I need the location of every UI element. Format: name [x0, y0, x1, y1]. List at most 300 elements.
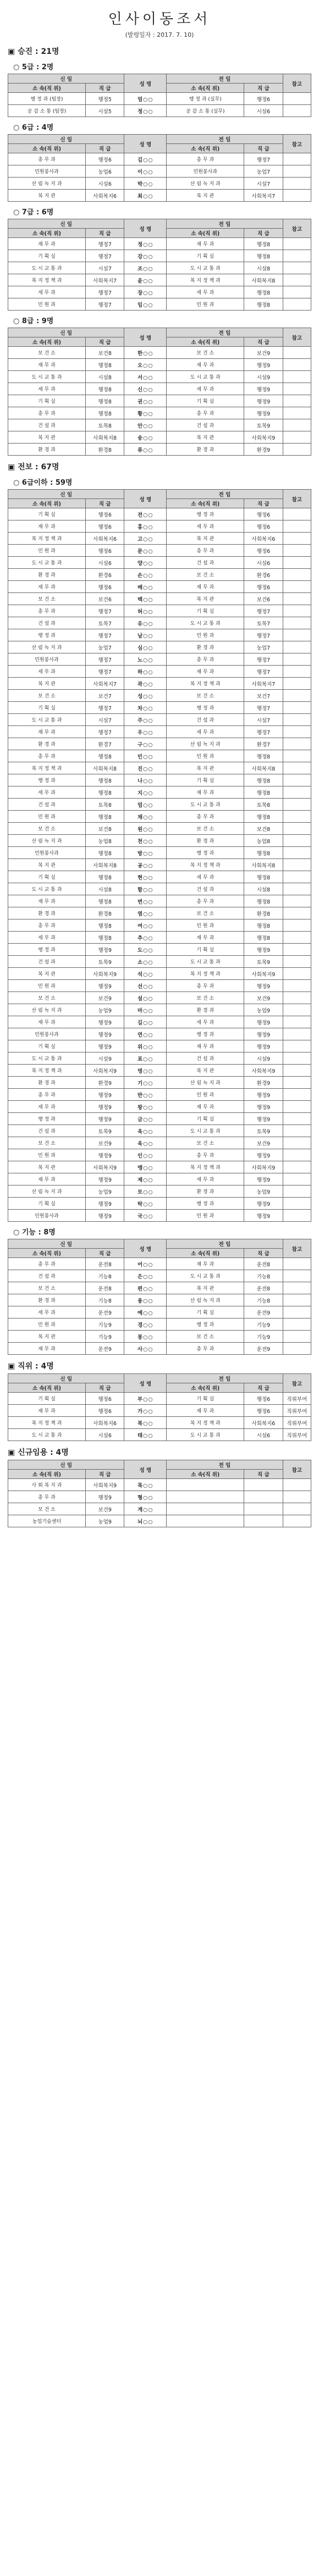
new-org-cell: 보 건 소 [8, 992, 86, 1004]
header-new-group: 신 임 [8, 135, 124, 144]
person-name-cell: 나○○ [124, 774, 167, 786]
header-org: 소 속(직 위) [8, 84, 86, 93]
person-name-cell: 심○○ [124, 641, 167, 653]
new-org-cell: 환 경 과 [8, 444, 86, 456]
person-name-cell: 계○○ [124, 1503, 167, 1515]
person-name-cell: 진○○ [124, 762, 167, 774]
new-grade-cell: 보건9 [85, 1137, 124, 1149]
new-org-cell: 세 무 과 [8, 383, 86, 395]
new-grade-cell: 행정9 [85, 980, 124, 992]
note-cell [283, 811, 311, 823]
table-row [8, 153, 311, 165]
old-org-cell: 민 원 과 [167, 919, 244, 932]
old-org-cell: 복 지 관 [167, 1065, 244, 1077]
roster-table [8, 328, 311, 456]
new-grade-cell: 행정9 [85, 1491, 124, 1503]
new-org-cell: 총 무 과 [8, 1258, 86, 1270]
table-row [8, 105, 311, 117]
note-cell [283, 956, 311, 968]
person-name-cell: 엄○○ [124, 93, 167, 105]
header-grade: 직 급 [85, 229, 124, 238]
old-org-cell: 행 정 과 [167, 1198, 244, 1210]
table-row [8, 968, 311, 980]
table-row [8, 383, 311, 395]
old-grade-cell: 시설7 [244, 178, 283, 190]
table-row [8, 407, 311, 419]
old-grade-cell: 행정9 [244, 1198, 283, 1210]
person-name-cell: 공○○ [124, 859, 167, 871]
new-grade-cell: 행정5 [85, 93, 124, 105]
old-org-cell: 보 건 소 [167, 1137, 244, 1149]
header-old-group: 전 임 [167, 74, 283, 84]
note-cell [283, 569, 311, 581]
new-org-cell: 산 림 녹 지 과 [8, 641, 86, 653]
old-org-cell: 보 건 소 [167, 907, 244, 919]
note-cell [283, 262, 311, 274]
new-org-cell: 재 무 과 [8, 520, 86, 533]
new-org-cell: 민 원 과 [8, 298, 86, 311]
header-grade: 직 급 [85, 337, 124, 347]
old-grade-cell: 운전9 [244, 1343, 283, 1355]
note-cell [283, 992, 311, 1004]
header-grade: 직 급 [244, 1470, 283, 1479]
person-name-cell: 염○○ [124, 907, 167, 919]
old-grade-cell: 농업8 [244, 835, 283, 847]
note-cell [283, 508, 311, 520]
new-org-cell: 재 무 과 [8, 1405, 86, 1417]
old-grade-cell: 행정6 [244, 1405, 283, 1417]
old-org-cell: 환 경 과 [167, 641, 244, 653]
old-grade-cell: 행정9 [244, 359, 283, 371]
note-cell [283, 105, 311, 117]
note-cell [283, 250, 311, 262]
new-grade-cell: 행정9 [85, 1028, 124, 1040]
new-grade-cell: 보건8 [85, 823, 124, 835]
note-cell [283, 629, 311, 641]
old-grade-cell: 사회복지8 [244, 859, 283, 871]
old-grade-cell: 운전9 [244, 1306, 283, 1319]
person-name-cell: 추○○ [124, 932, 167, 944]
old-org-cell: 행 정 과 [167, 1319, 244, 1331]
old-grade-cell: 사회복지6 [244, 533, 283, 545]
header-grade: 직 급 [85, 1249, 124, 1258]
note-cell [283, 1503, 311, 1515]
old-grade-cell: 행정9 [244, 383, 283, 395]
old-org-cell: 보 건 소 [167, 569, 244, 581]
old-org-cell: 기 획 실 [167, 605, 244, 617]
header-org: 소 속(직 위) [167, 144, 244, 153]
old-org-cell: 재 무 과 [167, 1258, 244, 1270]
old-grade-cell: 시설8 [244, 262, 283, 274]
header-name: 성 명 [124, 135, 167, 153]
table-row [8, 653, 311, 666]
table-row [8, 1016, 311, 1028]
new-grade-cell: 시설9 [85, 1052, 124, 1065]
new-org-cell: 농업기술센터 [8, 1515, 86, 1527]
old-org-cell: 민 원 과 [167, 750, 244, 762]
old-grade-cell: 시설6 [244, 1429, 283, 1441]
note-cell [283, 750, 311, 762]
new-org-cell: 세 무 과 [8, 1101, 86, 1113]
old-grade-cell: 행정6 [244, 520, 283, 533]
new-grade-cell: 보건7 [85, 690, 124, 702]
new-org-cell: 산 림 녹 지 과 [8, 178, 86, 190]
new-grade-cell: 행정7 [85, 666, 124, 678]
old-grade-cell: 농업9 [244, 1185, 283, 1198]
group-heading: ○ 5급 : 2명 [13, 63, 54, 71]
new-grade-cell: 사회복지8 [85, 859, 124, 871]
header-org: 소 속(직 위) [167, 337, 244, 347]
note-cell [283, 419, 311, 431]
header-org: 소 속(직 위) [8, 337, 86, 347]
new-grade-cell: 사회복지7 [85, 274, 124, 286]
note-cell [283, 1479, 311, 1491]
new-grade-cell: 보건6 [85, 593, 124, 605]
roster-table [8, 1460, 311, 1527]
section-heading: ▣ 승진 : 21명 [8, 47, 59, 56]
new-org-cell: 보 건 소 [8, 1503, 86, 1515]
note-cell [283, 944, 311, 956]
old-grade-cell: 행정7 [244, 702, 283, 714]
new-grade-cell: 행정6 [85, 520, 124, 533]
old-org-cell: 복 지 정 책 과 [167, 968, 244, 980]
new-org-cell: 세 무 과 [8, 666, 86, 678]
old-org-cell: 기 획 실 [167, 1393, 244, 1405]
person-name-cell: 김○○ [124, 153, 167, 165]
group-heading: ○ 6급 : 4명 [13, 124, 54, 132]
note-cell [283, 883, 311, 895]
new-org-cell: 민원봉사과 [8, 1028, 86, 1040]
note-cell [283, 274, 311, 286]
person-name-cell: 반○○ [124, 1089, 167, 1101]
header-grade: 직 급 [85, 499, 124, 508]
header-new-group: 신 임 [8, 1374, 124, 1383]
header-grade: 직 급 [244, 229, 283, 238]
person-name-cell: 정○○ [124, 105, 167, 117]
header-org: 소 속(직 위) [8, 1383, 86, 1393]
new-grade-cell: 행정6 [85, 1393, 124, 1405]
new-org-cell: 환 경 과 [8, 738, 86, 750]
table-row [8, 1113, 311, 1125]
new-org-cell: 기 획 실 [8, 1040, 86, 1052]
table-row [8, 847, 311, 859]
roster-table [8, 134, 311, 202]
old-org-cell: 재 무 과 [167, 786, 244, 799]
old-org-cell: 환 경 과 [167, 835, 244, 847]
roster-table [8, 1239, 311, 1355]
note-cell [283, 919, 311, 932]
new-grade-cell: 행정8 [85, 750, 124, 762]
header-grade: 직 급 [85, 84, 124, 93]
note-cell [283, 1028, 311, 1040]
new-grade-cell: 농업7 [85, 641, 124, 653]
old-grade-cell: 행정8 [244, 895, 283, 907]
header-org: 소 속(직 위) [8, 1470, 86, 1479]
header-old-group: 전 임 [167, 328, 283, 337]
note-cell [283, 1198, 311, 1210]
new-grade-cell: 토목9 [85, 956, 124, 968]
new-org-cell: 기 획 실 [8, 871, 86, 883]
new-grade-cell: 사회복지6 [85, 533, 124, 545]
note-cell [283, 93, 311, 105]
new-org-cell: 민 원 과 [8, 1149, 86, 1161]
new-grade-cell: 행정8 [85, 895, 124, 907]
old-grade-cell: 농업7 [244, 165, 283, 178]
table-row [8, 1077, 311, 1089]
new-org-cell: 세 무 과 [8, 286, 86, 298]
header-old-group: 전 임 [167, 1239, 283, 1249]
new-grade-cell: 농업6 [85, 165, 124, 178]
new-org-cell: 재 무 과 [8, 1016, 86, 1028]
old-grade-cell: 행정7 [244, 605, 283, 617]
person-name-cell: 연○○ [124, 1028, 167, 1040]
person-name-cell: 위○○ [124, 1040, 167, 1052]
table-row [8, 835, 311, 847]
new-grade-cell: 기능9 [85, 1319, 124, 1331]
table-row [8, 883, 311, 895]
group-heading: ○ 8급 : 9명 [13, 317, 54, 325]
note-cell [283, 359, 311, 371]
table-row [8, 1040, 311, 1052]
table-row [8, 359, 311, 371]
header-grade: 직 급 [244, 144, 283, 153]
note-cell [283, 153, 311, 165]
note-cell [283, 774, 311, 786]
section-heading: ▣ 전보 : 67명 [8, 463, 59, 472]
person-name-cell: 민○○ [124, 750, 167, 762]
person-name-cell: 조○○ [124, 262, 167, 274]
old-grade-cell: 사회복지8 [244, 762, 283, 774]
old-grade-cell: 행정8 [244, 932, 283, 944]
new-org-cell: 복 지 정 책 과 [8, 274, 86, 286]
new-grade-cell: 사회복지8 [85, 431, 124, 444]
new-grade-cell: 행정7 [85, 726, 124, 738]
note-cell [283, 907, 311, 919]
new-grade-cell: 환경6 [85, 569, 124, 581]
new-org-cell: 건 설 과 [8, 419, 86, 431]
new-org-cell: 도 시 교 통 과 [8, 557, 86, 569]
new-org-cell: 총 무 과 [8, 605, 86, 617]
person-name-cell: 양○○ [124, 557, 167, 569]
person-name-cell: 뇌○○ [124, 1515, 167, 1527]
old-grade-cell: 행정8 [244, 871, 283, 883]
person-name-cell: 천○○ [124, 835, 167, 847]
new-grade-cell: 행정9 [85, 1101, 124, 1113]
new-grade-cell: 행정6 [85, 581, 124, 593]
old-org-cell: 복 지 정 책 과 [167, 1161, 244, 1173]
new-grade-cell: 보건9 [85, 992, 124, 1004]
new-org-cell: 도 시 교 통 과 [8, 883, 86, 895]
new-org-cell: 행 정 과 [8, 629, 86, 641]
new-grade-cell: 행정9 [85, 1113, 124, 1125]
person-name-cell: 윤○○ [124, 274, 167, 286]
person-name-cell: 원○○ [124, 823, 167, 835]
table-row [8, 992, 311, 1004]
person-name-cell: 방○○ [124, 847, 167, 859]
new-org-cell: 기 획 실 [8, 1393, 86, 1405]
new-grade-cell: 사회복지9 [85, 1161, 124, 1173]
person-name-cell: 차○○ [124, 702, 167, 714]
person-name-cell: 오○○ [124, 359, 167, 371]
old-org-cell [167, 1503, 244, 1515]
old-grade-cell [244, 1479, 283, 1491]
table-row [8, 419, 311, 431]
old-org-cell: 행 정 과 [167, 702, 244, 714]
old-org-cell [167, 1491, 244, 1503]
person-name-cell: 서○○ [124, 371, 167, 383]
new-org-cell: 복 지 관 [8, 190, 86, 202]
new-grade-cell: 행정8 [85, 919, 124, 932]
table-row [8, 238, 311, 250]
person-name-cell: 한○○ [124, 347, 167, 359]
new-org-cell: 민원봉사과 [8, 165, 86, 178]
new-grade-cell: 행정6 [85, 508, 124, 520]
table-row [8, 371, 311, 383]
note-cell [283, 1077, 311, 1089]
table-row [8, 298, 311, 311]
old-grade-cell: 행정9 [244, 1040, 283, 1052]
old-grade-cell: 시설7 [244, 714, 283, 726]
document-title: 인사이동조서 [108, 11, 211, 27]
new-grade-cell: 환경8 [85, 444, 124, 456]
new-org-cell: 재 무 과 [8, 238, 86, 250]
person-name-cell: 박○○ [124, 178, 167, 190]
old-grade-cell: 운전8 [244, 1282, 283, 1294]
new-org-cell: 총 무 과 [8, 1089, 86, 1101]
old-org-cell: 환 경 과 [167, 444, 244, 456]
person-name-cell: 육○○ [124, 1137, 167, 1149]
new-grade-cell: 행정8 [85, 383, 124, 395]
old-grade-cell: 행정7 [244, 726, 283, 738]
old-org-cell: 복 지 관 [167, 431, 244, 444]
header-grade: 직 급 [244, 499, 283, 508]
header-new-group: 신 임 [8, 219, 124, 229]
note-cell: 직위부여 [283, 1393, 311, 1405]
new-org-cell: 복 지 관 [8, 678, 86, 690]
person-name-cell: 지○○ [124, 786, 167, 799]
table-row [8, 1161, 311, 1173]
table-row [8, 605, 311, 617]
new-org-cell: 환 경 과 [8, 907, 86, 919]
note-cell [283, 1491, 311, 1503]
old-org-cell: 건 설 과 [167, 1052, 244, 1065]
note-cell [283, 690, 311, 702]
old-grade-cell: 행정7 [244, 653, 283, 666]
new-grade-cell: 행정8 [85, 407, 124, 419]
new-org-cell: 복 지 정 책 과 [8, 533, 86, 545]
new-grade-cell: 행정9 [85, 1210, 124, 1222]
new-grade-cell: 사회복지9 [85, 1479, 124, 1491]
note-cell [283, 190, 311, 202]
person-name-cell: 변○○ [124, 895, 167, 907]
person-name-cell: 전○○ [124, 508, 167, 520]
new-grade-cell: 사회복지8 [85, 762, 124, 774]
old-org-cell: 건 설 과 [167, 883, 244, 895]
person-name-cell: 성○○ [124, 690, 167, 702]
old-org-cell: 환 경 과 [167, 1004, 244, 1016]
old-org-cell: 세 무 과 [167, 726, 244, 738]
old-grade-cell: 기능9 [244, 1331, 283, 1343]
header-org: 소 속(직 위) [167, 229, 244, 238]
new-org-cell: 도 시 교 통 과 [8, 262, 86, 274]
table-row [8, 545, 311, 557]
header-note: 참고 [283, 219, 311, 238]
old-grade-cell [244, 1503, 283, 1515]
old-org-cell: 복 지 관 [167, 1282, 244, 1294]
table-row [8, 1479, 311, 1491]
person-name-cell: 마○○ [124, 1004, 167, 1016]
new-grade-cell: 기능8 [85, 1294, 124, 1306]
person-name-cell: 노○○ [124, 653, 167, 666]
header-name: 성 명 [124, 74, 167, 93]
table-row [8, 1173, 311, 1185]
old-grade-cell: 행정9 [244, 1089, 283, 1101]
table-row [8, 190, 311, 202]
header-name: 성 명 [124, 1239, 167, 1258]
table-row [8, 1331, 311, 1343]
new-grade-cell: 운전9 [85, 1306, 124, 1319]
new-grade-cell: 토목7 [85, 617, 124, 629]
old-org-cell: 재 무 과 [167, 932, 244, 944]
old-org-cell: 건 설 과 [167, 557, 244, 569]
note-cell [283, 165, 311, 178]
table-row [8, 1319, 311, 1331]
note-cell [283, 714, 311, 726]
table-row [8, 93, 311, 105]
person-name-cell: 허○○ [124, 605, 167, 617]
note-cell [283, 617, 311, 629]
note-cell [283, 1065, 311, 1077]
note-cell [283, 702, 311, 714]
new-org-cell: 복 지 정 책 과 [8, 1417, 86, 1429]
new-org-cell: 보 건 소 [8, 593, 86, 605]
new-org-cell: 총 무 과 [8, 1491, 86, 1503]
note-cell [283, 1040, 311, 1052]
person-name-cell: 설○○ [124, 992, 167, 1004]
person-name-cell: 기○○ [124, 1077, 167, 1089]
old-grade-cell: 행정8 [244, 811, 283, 823]
table-row [8, 774, 311, 786]
new-org-cell: 건 설 과 [8, 956, 86, 968]
new-grade-cell: 행정7 [85, 286, 124, 298]
old-grade-cell: 운전8 [244, 1258, 283, 1270]
old-grade-cell: 행정9 [244, 944, 283, 956]
section-heading: ▣ 직위 : 4명 [8, 1362, 54, 1371]
header-org: 소 속(직 위) [8, 229, 86, 238]
old-org-cell: 산 림 녹 지 과 [167, 1077, 244, 1089]
person-name-cell: 신○○ [124, 383, 167, 395]
header-new-group: 신 임 [8, 1460, 124, 1470]
new-org-cell: 환 경 과 [8, 1294, 86, 1306]
person-name-cell: 봉○○ [124, 1331, 167, 1343]
old-grade-cell: 토목7 [244, 617, 283, 629]
new-grade-cell: 행정7 [85, 298, 124, 311]
header-grade: 직 급 [244, 337, 283, 347]
new-grade-cell: 행정7 [85, 605, 124, 617]
header-new-group: 신 임 [8, 74, 124, 84]
person-name-cell: 경○○ [124, 1319, 167, 1331]
new-org-cell: 복 지 관 [8, 859, 86, 871]
table-row [8, 1405, 311, 1417]
person-name-cell: 용○○ [124, 1294, 167, 1306]
person-name-cell: 구○○ [124, 738, 167, 750]
header-org: 소 속(직 위) [8, 499, 86, 508]
new-org-cell: 공 감 소 통 (팀장) [8, 105, 86, 117]
new-org-cell: 민 원 과 [8, 545, 86, 557]
header-org: 소 속(직 위) [167, 1470, 244, 1479]
new-grade-cell: 행정9 [85, 1149, 124, 1161]
old-grade-cell: 행정7 [244, 666, 283, 678]
